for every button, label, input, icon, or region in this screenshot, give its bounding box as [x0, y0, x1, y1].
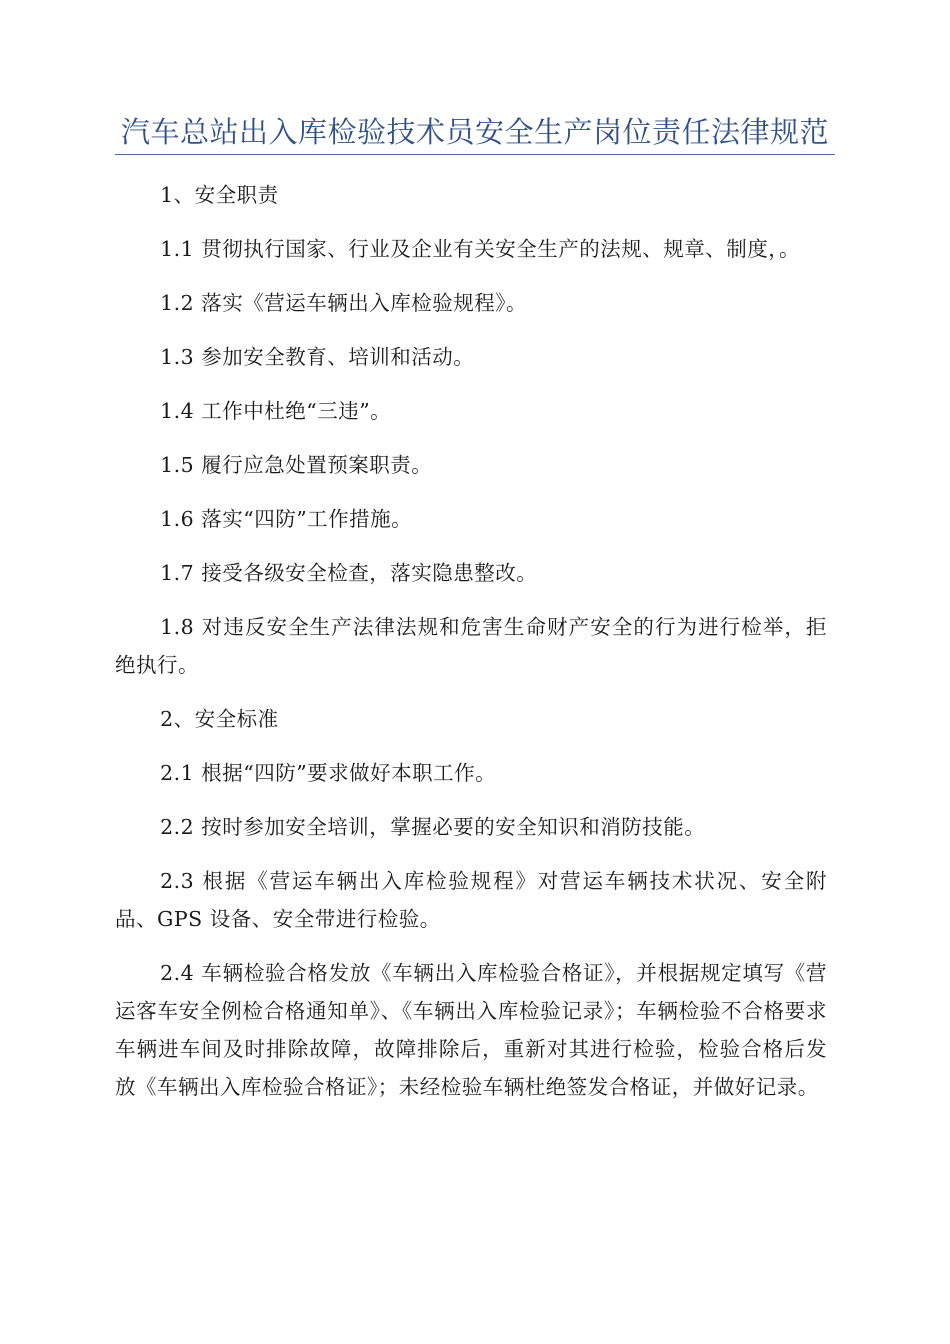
document-title: 汽车总站出入库检验技术员安全生产岗位责任法律规范 [120, 115, 829, 149]
paragraph: 1.3 参加安全教育、培训和活动。 [160, 345, 475, 369]
section-heading: 1、安全职责 [160, 183, 279, 207]
section-heading: 2、安全标准 [160, 707, 279, 731]
paragraph: 1.5 履行应急处置预案职责。 [160, 453, 433, 477]
paragraph: 1.8 对违反安全生产法律法规和危害生命财产安全的行为进行检举，拒绝执行。 [115, 615, 827, 677]
title-underline [115, 154, 835, 155]
paragraph: 1.4 工作中杜绝“三违”。 [160, 399, 392, 423]
paragraph: 1.6 落实“四防”工作措施。 [160, 507, 413, 531]
paragraph: 2.4 车辆检验合格发放《车辆出入库检验合格证》，并根据规定填写《营运客车安全例检合格通知单》、《车辆出入库检验记录》；车辆检验不合格要求车辆进车间及时排除故障，故障排除后，重新对其进行检验，检验合格后发放《车辆出入库检验合格证》；未经检验车辆杜绝签发合格证，并做好记录。 [115, 961, 827, 1099]
paragraph: 1.7 接受各级安全检查，落实隐患整改。 [160, 561, 538, 585]
paragraph: 2.2 按时参加安全培训，掌握必要的安全知识和消防技能。 [160, 815, 706, 839]
paragraph: 2.1 根据“四防”要求做好本职工作。 [160, 761, 497, 785]
paragraph: 1.2 落实《营运车辆出入库检验规程》。 [160, 291, 527, 315]
paragraph: 1.1 贯彻执行国家、行业及企业有关安全生产的法规、规章、制度，。 [160, 237, 800, 261]
paragraph: 2.3 根据《营运车辆出入库检验规程》对营运车辆技术状况、安全附品、GPS 设备、安全带进行检验。 [115, 869, 827, 931]
document-body [115, 176, 827, 1122]
